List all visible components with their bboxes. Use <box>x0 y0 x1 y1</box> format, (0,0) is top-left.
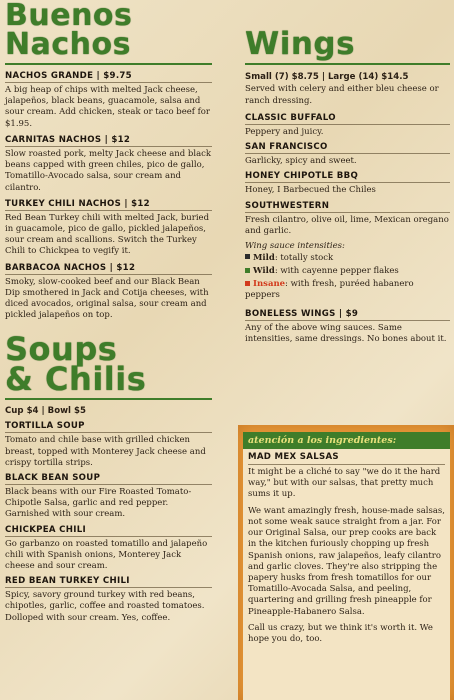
nachos-title-line2: Nachos <box>5 26 131 62</box>
wing-sizes: Small (7) $8.75 | Large (14) $14.5 <box>245 72 409 83</box>
menu-item-title: HONEY CHIPOTLE BBQ <box>245 171 359 182</box>
right-column <box>245 0 450 346</box>
item-divider <box>5 82 212 83</box>
menu-item <box>5 421 212 469</box>
soups-section <box>5 329 212 624</box>
menu-item <box>245 171 450 196</box>
menu-item-desc: Any of the above wing sauces. Same intensities, same dressings. No bones about it. <box>245 323 447 345</box>
item-divider <box>5 274 212 275</box>
menu-item <box>245 309 450 345</box>
menu-item-title: CHICKPEA CHILI <box>5 524 87 535</box>
item-divider <box>245 182 450 183</box>
menu-item-title: RED BEAN TURKEY CHILI <box>5 576 130 587</box>
menu-item <box>5 525 212 573</box>
menu-item-desc: Spicy, savory ground turkey with red beans, chipotles, garlic, coffee and roasted tomatoes. Dolloped with sour cream. Yes, coffee. <box>5 590 205 623</box>
menu-item-title: SAN FRANCISCO <box>245 142 328 153</box>
menu-item <box>5 199 212 258</box>
intensity-insane <box>245 279 450 301</box>
item-divider <box>5 587 212 588</box>
intensity-wild <box>245 266 450 277</box>
callout-paragraph: Call us crazy, but we think it's worth it. We hope you do, too. <box>248 622 433 645</box>
menu-item-desc: A big heap of chips with melted Jack cheese, jalapeños, black beans, guacamole, salsa and sour cream. Add chicken, steak or taco beef for $1.95. <box>5 85 210 129</box>
menu-item-desc: Peppery and juicy. <box>245 126 324 137</box>
callout-header: atención a los ingredientes: <box>243 432 450 449</box>
square-bullet-icon <box>245 254 250 259</box>
menu-item <box>5 473 212 521</box>
callout-paragraph: It might be a cliché to say "we do it the hard way," but with our salsas, that pretty much sums it up. <box>248 467 441 500</box>
square-bullet-icon <box>245 281 250 286</box>
menu-item-desc: Smoky, slow-cooked beef and our Black Bean Dip smothered in Jack and Cotija cheeses, with diced avocados, original salsa, sour cream and pickled jalapeños on top. <box>5 276 209 321</box>
item-divider <box>245 320 450 321</box>
callout-paragraph: We want amazingly fresh, house-made salsas, not some weak sauce straight from a jar. For our Original Salsa, our prep cooks are back in the kitchen furiously chopping up fresh Spanish onions, raw jalapeños, leafy cilantro and garlic cloves. They're also stripping the papery husks from fresh tomatillos for our Tomatillo-Avocada Salsa, and peeling, quartering and grilling fresh pineapple for Pineapple-Habanero Salsa. <box>248 505 445 617</box>
soups-title-line2: & Chilis <box>5 359 147 398</box>
menu-item <box>5 71 212 130</box>
menu-item-desc: Red Bean Turkey chili with melted Jack, buried in guacamole, pico de gallo, pickled jalapeños, sour cream and scallions. Switch the Turkey Chili to Chickpea to vegify it. <box>5 212 210 257</box>
menu-item-title: SOUTHWESTERN <box>245 200 330 211</box>
square-bullet-icon <box>245 268 250 273</box>
item-divider <box>5 536 212 537</box>
intensity-text: : with fresh, puréed habanero peppers <box>245 279 414 301</box>
menu-item-desc: Tomato and chile base with grilled chicken breast, topped with Monterey Jack cheese and crispy tortilla strips. <box>5 435 206 468</box>
menu-item-title: BONELESS WINGS | $9 <box>245 309 359 320</box>
menu-item-title: BARBACOA NACHOS | $12 <box>5 262 136 273</box>
menu-item-title: BLACK BEAN SOUP <box>5 472 101 483</box>
nachos-title-line1: Buenos <box>5 0 133 33</box>
left-column <box>5 0 212 624</box>
menu-item-desc: Black beans with our Fire Roasted Tomato-Chipotle Salsa, garlic and red pepper. Garnished with sour cream. <box>5 486 192 520</box>
item-divider <box>245 153 450 154</box>
menu-item-desc: Fresh cilantro, olive oil, lime, Mexican oregano and garlic. <box>245 214 449 236</box>
intensities-label: Wing sauce intensities: <box>245 240 345 251</box>
item-divider <box>5 210 212 211</box>
menu-item <box>5 576 212 624</box>
intensity-text: : with cayenne pepper flakes <box>274 266 399 277</box>
nachos-section <box>5 0 212 322</box>
menu-item <box>5 263 212 322</box>
menu-item-desc: Garlicky, spicy and sweet. <box>245 156 357 167</box>
menu-item <box>245 113 450 138</box>
wings-intro: Served with celery and either bleu cheese or ranch dressing. <box>245 84 439 106</box>
menu-item-desc: Honey, I Barbecued the Chiles <box>245 185 376 196</box>
soup-sizes: Cup $4 | Bowl $5 <box>5 406 86 417</box>
menu-item-title: TURKEY CHILI NACHOS | $12 <box>5 198 150 209</box>
item-divider <box>5 432 212 433</box>
menu-item-title: CLASSIC BUFFALO <box>245 112 336 123</box>
intensity-name: Mild <box>253 252 275 263</box>
wings-title: Wings <box>245 26 356 62</box>
intensity-text: : totally stock <box>274 252 334 263</box>
wings-title-rule <box>245 63 450 65</box>
menu-item-desc: Go garbanzo on roasted tomatillo and jalapeño chili with Spanish onions, Monterey Jack cheese and sour cream. <box>5 538 208 572</box>
item-divider <box>5 146 212 147</box>
salsa-callout-inner <box>243 432 450 700</box>
menu-item-desc: Slow roasted pork, melty Jack cheese and black beans capped with green chiles, pico de gallo, Tomatillo-Avocado salsa, sour cream and cilantro. <box>5 148 212 193</box>
salsa-callout-box <box>238 425 454 700</box>
nachos-title-rule <box>5 63 212 65</box>
menu-item-title: NACHOS GRANDE | $9.75 <box>5 71 132 81</box>
menu-item <box>245 142 450 167</box>
menu-item-title: TORTILLA SOUP <box>5 421 85 432</box>
menu-item <box>245 201 450 237</box>
intensity-mild <box>245 253 450 264</box>
menu-item <box>5 135 212 194</box>
item-divider <box>245 212 450 213</box>
soups-title-line1: Soups <box>5 329 118 368</box>
menu-item-title: CARNITAS NACHOS | $12 <box>5 134 131 145</box>
intensity-name: Wild <box>253 266 275 277</box>
soups-title-rule <box>5 398 212 400</box>
callout-title: MAD MEX SALSAS <box>248 452 339 462</box>
item-divider <box>5 484 212 485</box>
item-divider <box>245 124 450 125</box>
intensity-name: Insane <box>253 279 286 290</box>
item-divider <box>248 464 445 465</box>
